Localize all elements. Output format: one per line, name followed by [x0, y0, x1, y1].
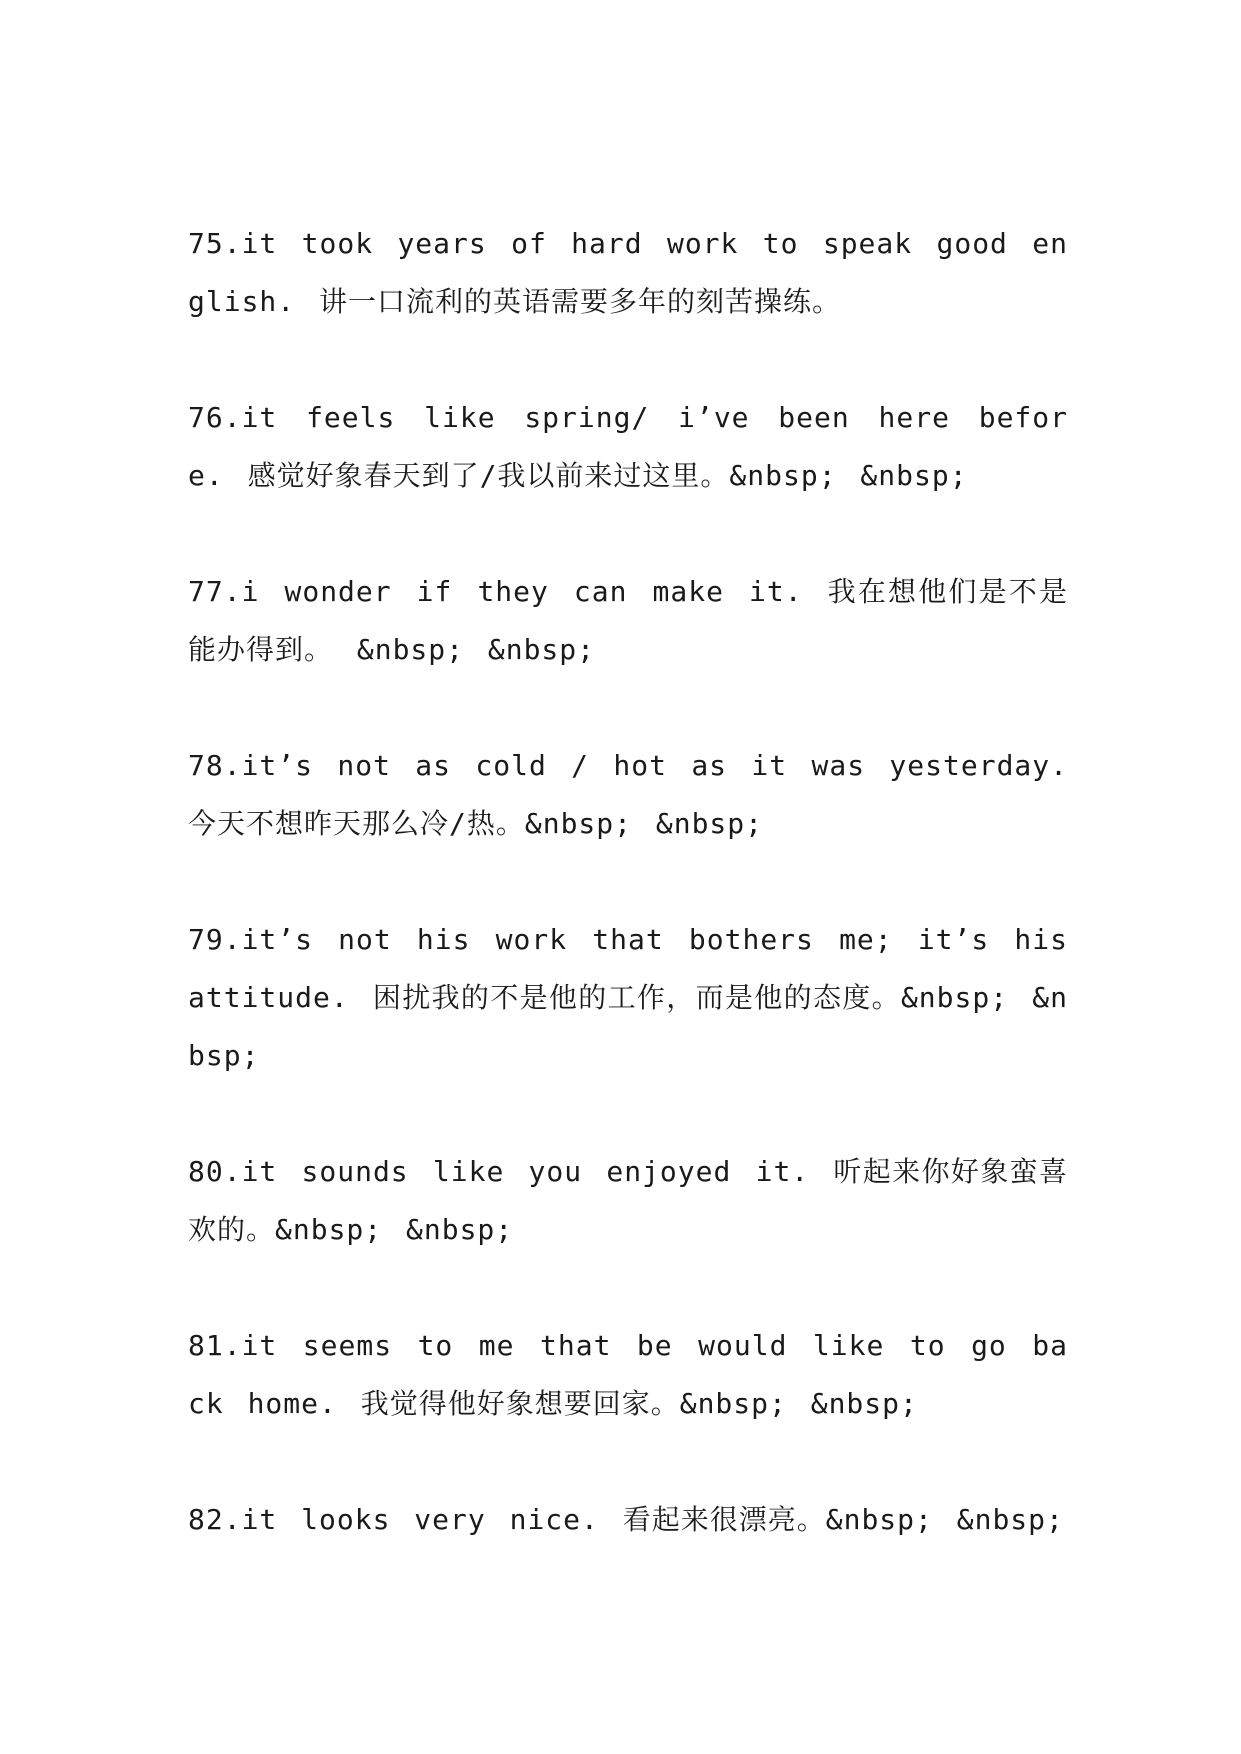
entry-number: 79.	[188, 923, 242, 956]
entry-text: i wonder if they can make it. 我在想他们是不是能办得到。 &nbsp; &nbsp;	[188, 575, 1068, 666]
entry-text: it sounds like you enjoyed it. 听起来你好象蛮喜欢的。&nbsp; &nbsp;	[188, 1155, 1068, 1246]
entry-number: 76.	[188, 401, 242, 434]
entry-text: it’s not as cold / hot as it was yesterday. 今天不想昨天那么冷/热。&nbsp; &nbsp;	[188, 749, 1068, 840]
entry-number: 82.	[188, 1503, 242, 1536]
entry-number: 75.	[188, 227, 242, 260]
entry-79	[188, 911, 1068, 1085]
entry-78	[188, 737, 1068, 853]
entry-text: it took years of hard work to speak good english. 讲一口流利的英语需要多年的刻苦操练。	[188, 227, 1068, 318]
entry-number: 80.	[188, 1155, 242, 1188]
entry-number: 78.	[188, 749, 242, 782]
entry-number: 77.	[188, 575, 242, 608]
entry-text: it looks very nice. 看起来很漂亮。&nbsp; &nbsp;	[241, 1503, 1064, 1536]
entry-75	[188, 215, 1068, 331]
entry-81	[188, 1317, 1068, 1433]
entry-77	[188, 563, 1068, 679]
entry-80	[188, 1143, 1068, 1259]
entry-76	[188, 389, 1068, 505]
entry-number: 81.	[188, 1329, 242, 1362]
entry-82	[188, 1491, 1068, 1549]
entry-text: it feels like spring/ i’ve been here before. 感觉好象春天到了/我以前来过这里。&nbsp; &nbsp;	[188, 401, 1068, 492]
entry-text: it seems to me that be would like to go back home. 我觉得他好象想要回家。&nbsp; &nbsp;	[188, 1329, 1068, 1420]
entry-text: it’s not his work that bothers me; it’s his attitude. 困扰我的不是他的工作，而是他的态度。&nbsp; &nbsp;	[188, 923, 1068, 1072]
